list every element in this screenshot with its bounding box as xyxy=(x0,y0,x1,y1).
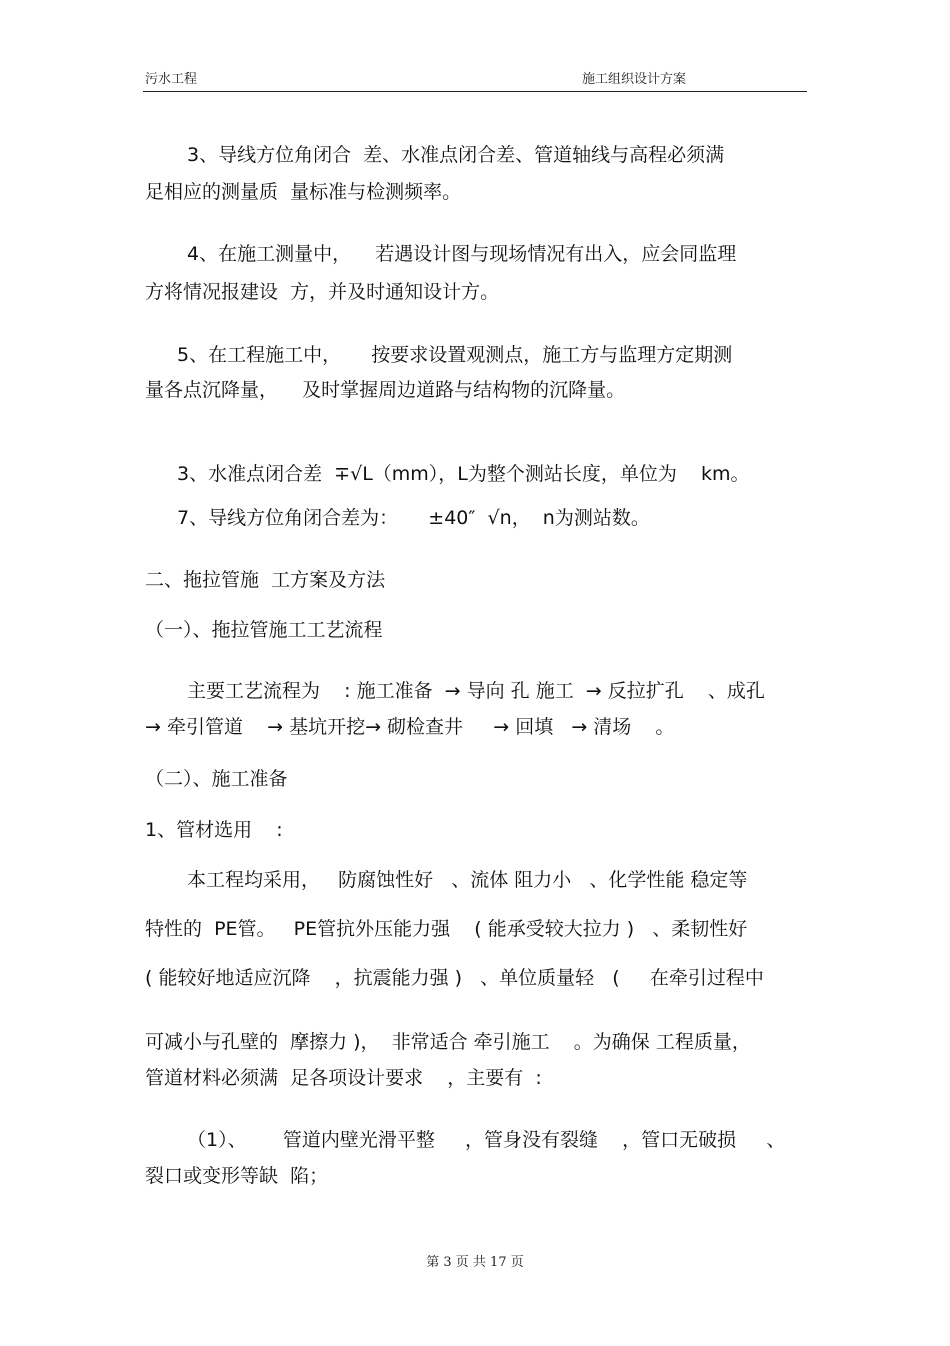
section-heading-2: 二、拖拉管施 工方案及方法 xyxy=(145,569,386,591)
paragraph-3-line-2: 足相应的测量质 量标准与检测频率。 xyxy=(145,181,462,203)
paragraph-3-line-1: 3、导线方位角闭合 差、水准点闭合差、管道轴线与高程必须满 xyxy=(187,144,725,166)
page-footer: 第 3 页 共 17 页 xyxy=(426,1255,524,1270)
subsection-2-heading: （二）、施工准备 xyxy=(145,768,288,790)
process-flow-line-1: 主要工艺流程为 : 施工准备 → 导向 孔 施工 → 反拉扩孔 、成孔 xyxy=(187,680,765,702)
header-right: 施工组织设计方案 xyxy=(582,72,687,87)
paragraph-5-line-2: 量各点沉降量， 及时掌握周边道路与结构物的沉降量。 xyxy=(145,379,626,401)
header-rule xyxy=(143,91,807,92)
header-left: 污水工程 xyxy=(145,72,198,87)
paragraph-4-line-1: 4、在施工测量中， 若遇设计图与现场情况有出入，应会同监理 xyxy=(187,243,737,265)
requirement-1-line-1: （1）、 管道内壁光滑平整 ，管身没有裂缝 ，管口无破损 、 xyxy=(187,1129,786,1151)
pe-paragraph-line-1: 本工程均采用， 防腐蚀性好 、流体 阻力小 、化学性能 稳定等 xyxy=(187,869,748,891)
requirement-1-line-2: 裂口或变形等缺 陷； xyxy=(145,1165,329,1187)
subsection-1-heading: （一）、拖拉管施工工艺流程 xyxy=(145,619,383,641)
paragraph-5-line-1: 5、在工程施工中， 按要求设置观测点，施工方与监理方定期测 xyxy=(177,344,733,366)
item-1-heading: 1、管材选用 : xyxy=(145,819,283,841)
pe-paragraph-line-5: 管道材料必须满 足各项设计要求 ，主要有 : xyxy=(145,1067,542,1089)
formula-leveling-closure: 3、水准点闭合差 ∓√L（mm），L为整个测站长度，单位为 km。 xyxy=(177,463,750,485)
paragraph-4-line-2: 方将情况报建设 方，并及时通知设计方。 xyxy=(145,281,500,303)
pe-paragraph-line-2: 特性的 PE管。 PE管抗外压能力强 ( 能承受较大拉力 ) 、柔韧性好 xyxy=(145,918,748,940)
pe-paragraph-line-3: ( 能较好地适应沉降 ，抗震能力强 ) 、单位质量轻 ( 在牵引过程中 xyxy=(145,967,764,989)
formula-traverse-closure: 7、导线方位角闭合差为： ±40″ √n， n为测站数。 xyxy=(177,507,650,529)
process-flow-line-2: → 牵引管道 → 基坑开挖→ 砌检查井 → 回填 → 清场 。 xyxy=(145,716,675,738)
pe-paragraph-line-4: 可减小与孔壁的 摩擦力 )， 非常适合 牵引施工 。为确保 工程质量， xyxy=(145,1031,751,1053)
